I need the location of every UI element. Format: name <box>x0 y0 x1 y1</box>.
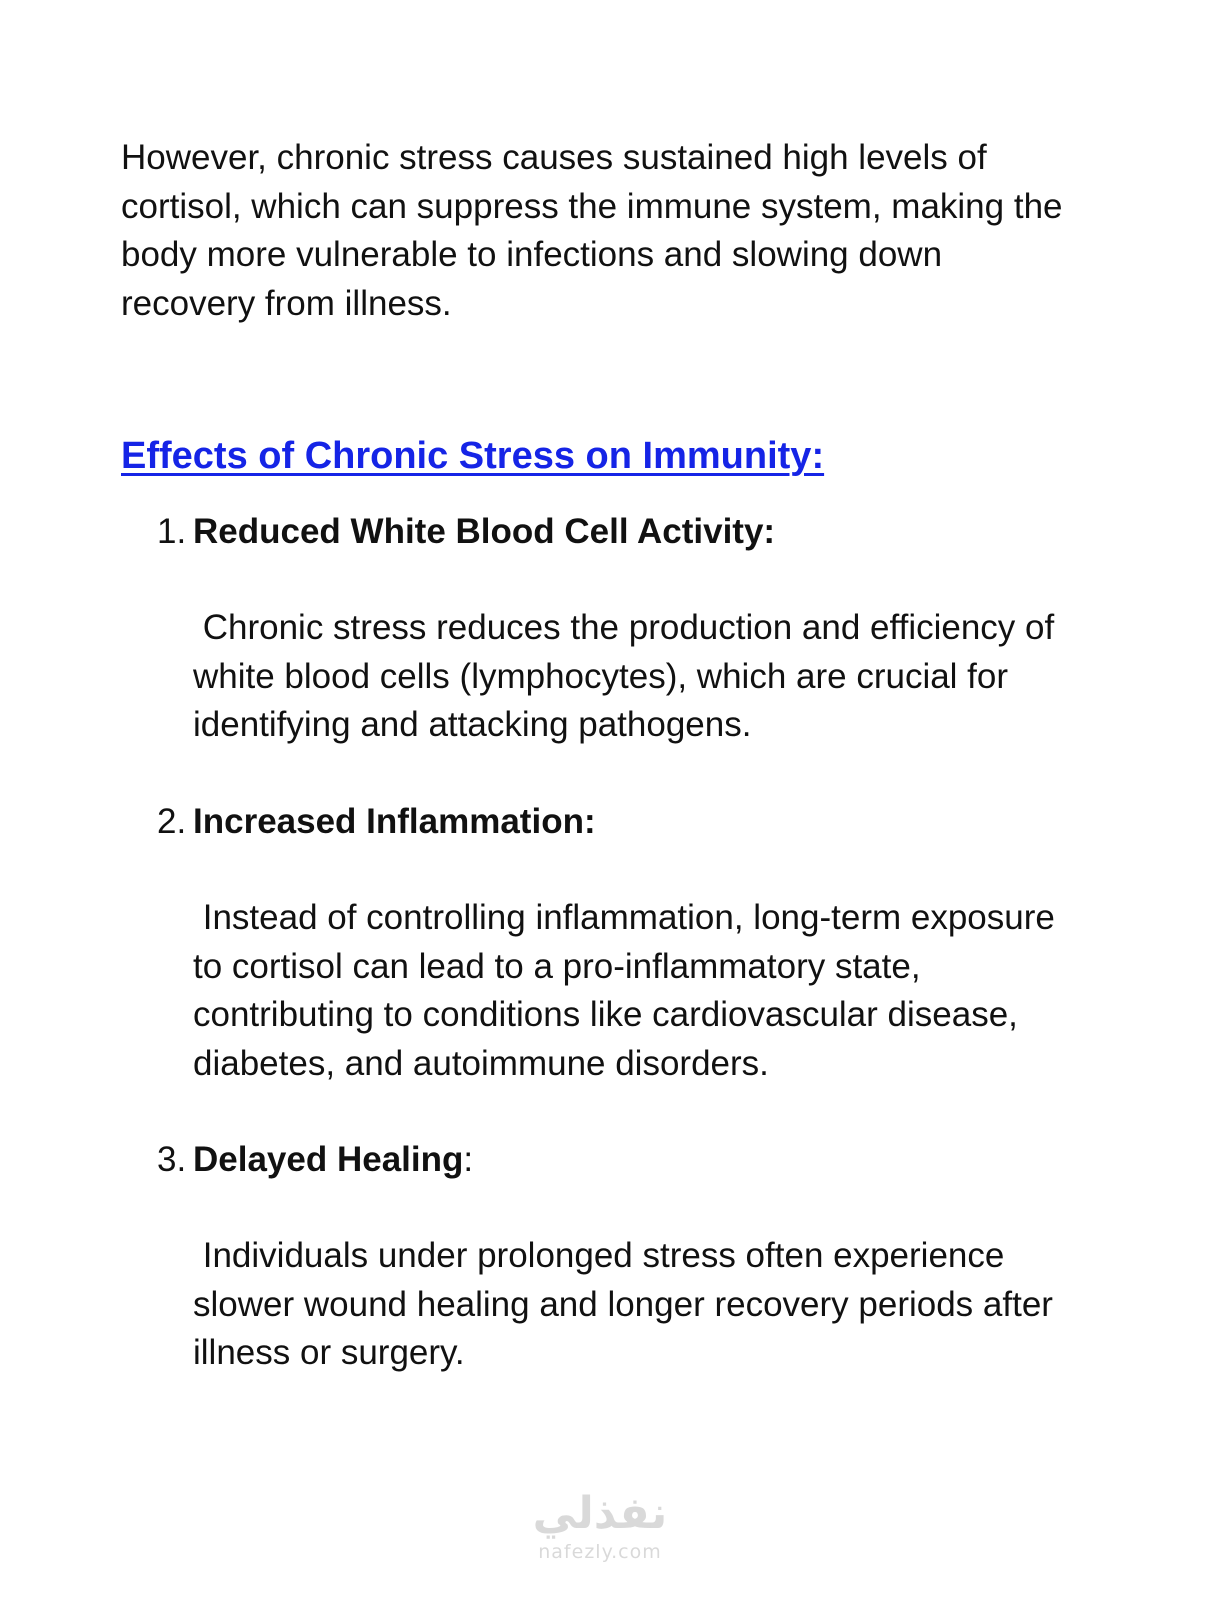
list-item-title <box>193 1136 473 1184</box>
list-item-number: 3. <box>157 1140 187 1179</box>
list-item-title-bold: Increased Inflammation: <box>193 802 596 841</box>
list-item-title-suffix: : <box>463 1140 474 1179</box>
list-item-title-bold: Reduced White Blood Cell Activity: <box>193 512 776 551</box>
section-heading-link[interactable]: Effects of Chronic Stress on Immunity: <box>121 435 825 477</box>
watermark-url: nafezly.com <box>538 1541 662 1563</box>
list-item-body: Individuals under prolonged stress often experience slower wound healing and longer recovery periods after illness or surgery. <box>193 1236 1063 1372</box>
intro-paragraph: However, chronic stress causes sustained high levels of cortisol, which can suppress the immune system, making the body more vulnerable to infections and slowing down recovery from illness. <box>121 138 1063 323</box>
list-item-title-row <box>121 798 1081 846</box>
list-item-number: 2. <box>157 802 187 841</box>
list-item-title-row <box>121 508 1081 556</box>
list-item <box>121 1136 1081 1372</box>
list-item-body: Instead of controlling inflammation, long-term exposure to cortisol can lead to a pro-inflammatory state, contributing to conditions like cardiovascular disease, diabetes, and autoimmune disorders. <box>193 898 1065 1083</box>
list-item <box>121 508 1081 744</box>
list-item <box>121 798 1081 1083</box>
list-item-number: 1. <box>157 512 187 551</box>
watermark <box>500 1488 700 1588</box>
list-item-title-bold: Delayed Healing <box>193 1140 464 1179</box>
list-item-body: Chronic stress reduces the production and efficiency of white blood cells (lymphocytes), which are crucial for identifying and attacking pathogens. <box>193 608 1064 744</box>
list-item-title-row <box>121 1136 1081 1184</box>
list-item-title <box>193 508 775 556</box>
list-item-title <box>193 798 596 846</box>
watermark-logo: نفذلي <box>532 1488 668 1539</box>
